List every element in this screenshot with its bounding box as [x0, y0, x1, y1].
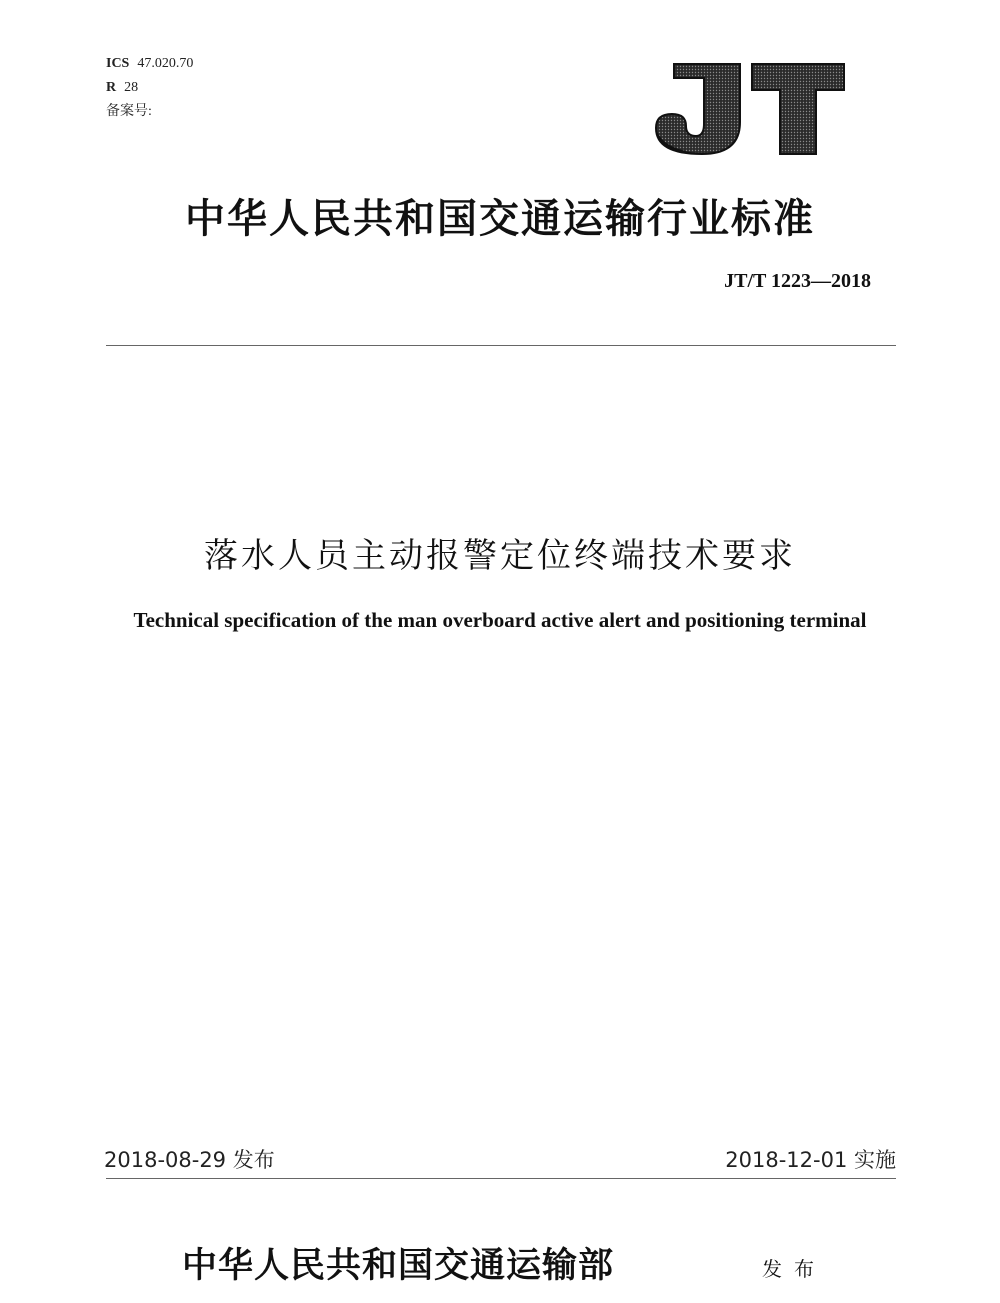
- top-divider: [106, 345, 896, 346]
- classification-row: [106, 76, 193, 100]
- filing-number-label: 备案号:: [106, 104, 152, 119]
- industry-standard-title: 中华人民共和国交通运输行业标准: [185, 195, 815, 242]
- ics-label: ICS: [106, 56, 130, 71]
- jt-logo: [652, 62, 848, 158]
- issuing-ministry: 中华人民共和国交通运输部: [182, 1245, 615, 1286]
- document-metadata: [106, 52, 193, 124]
- classification-value: 28: [124, 80, 139, 95]
- implementation-date: 2018-12-01 实施: [725, 1148, 896, 1172]
- standard-code: JT/T 1223—2018: [724, 270, 871, 292]
- ics-value: 47.020.70: [137, 56, 194, 71]
- chinese-title: 落水人员主动报警定位终端技术要求: [204, 536, 796, 576]
- english-title: Technical specification of the man overboard active alert and positioning terminal: [133, 608, 867, 632]
- publish-label: 发布: [762, 1257, 826, 1281]
- issue-date: 2018-08-29 发布: [104, 1148, 275, 1172]
- filing-number-row: [106, 100, 193, 124]
- classification-label: R: [106, 80, 117, 95]
- bottom-divider: [106, 1178, 896, 1179]
- ics-row: [106, 52, 193, 76]
